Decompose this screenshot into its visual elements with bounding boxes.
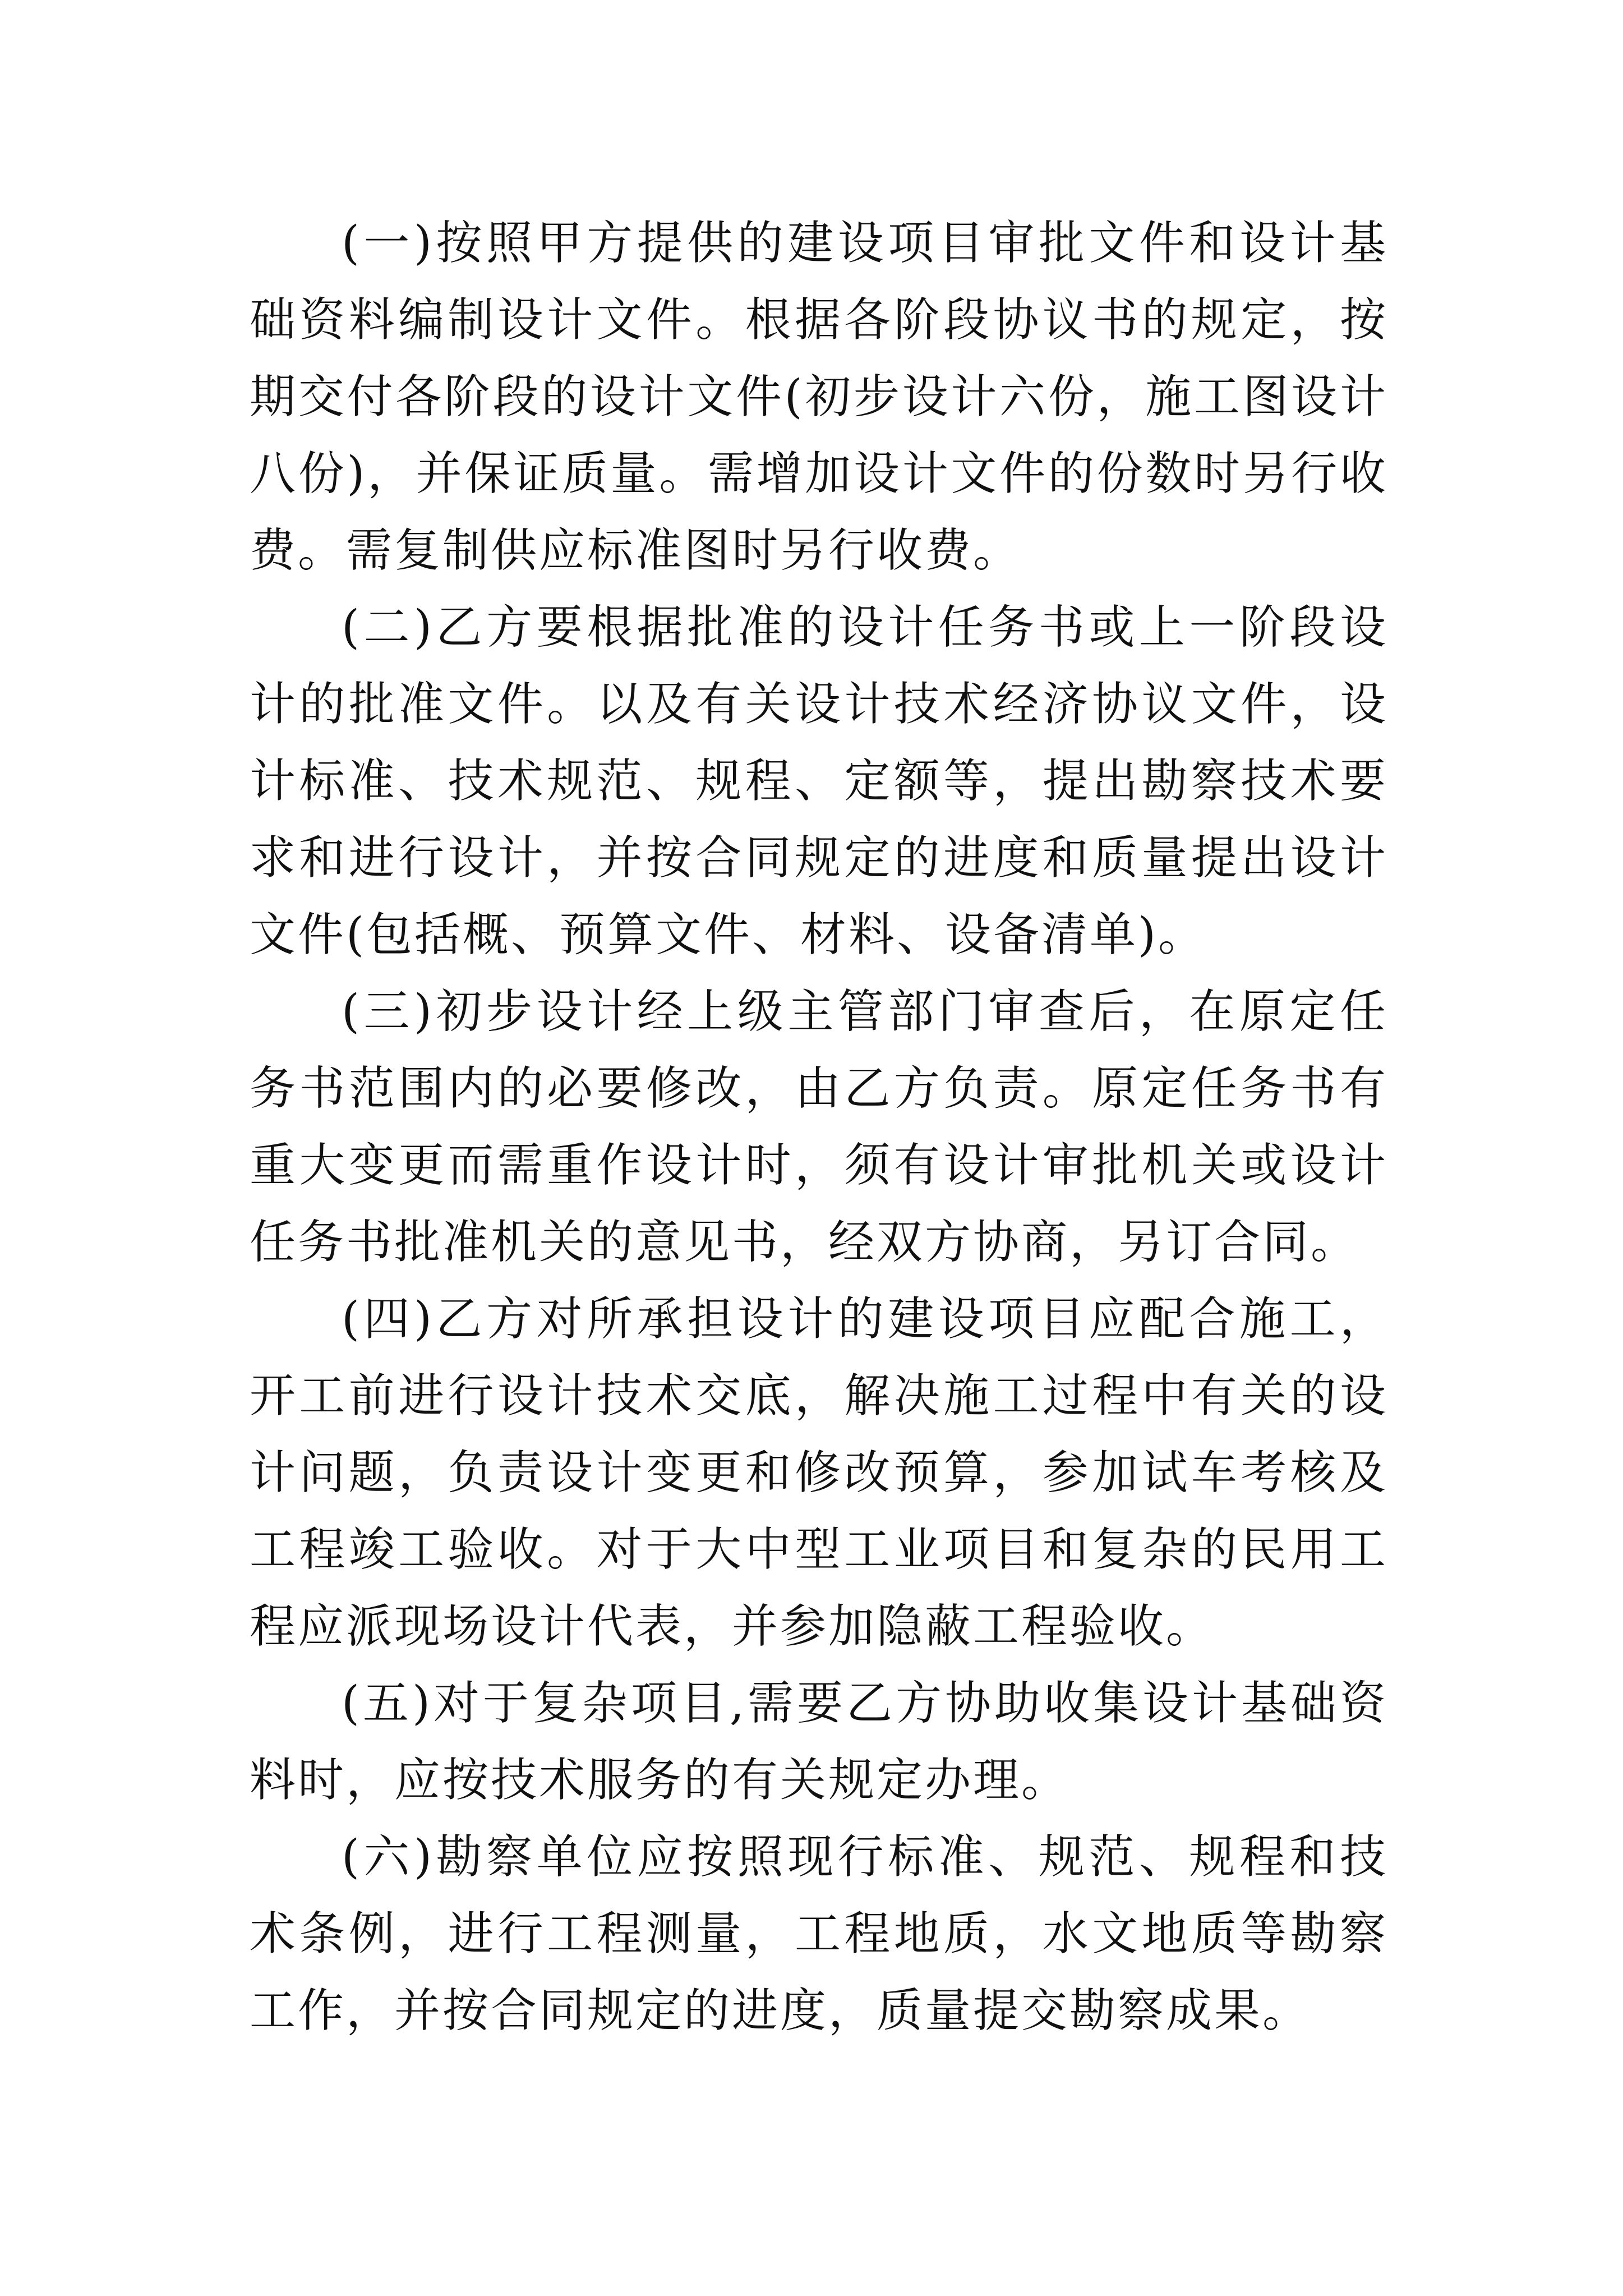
paragraph-4: (四)乙方对所承担设计的建设项目应配合施工，开工前进行设计技术交底，解决施工过程中有关的设计问题，负责设计变更和修改预算，参加试车考核及工程竣工验收。对于大中型工业项目和复杂的民用工程应派现场设计代表，并参加隐蔽工程验收。 <box>250 1292 1388 1653</box>
paragraph-3: (三)初步设计经上级主管部门审查后，在原定任务书范围内的必要修改，由乙方负责。原定任务书有重大变更而需重作设计时，须有设计审批机关或设计任务书批准机关的意见书，经双方协商，另订合同。 <box>250 985 1388 1269</box>
paragraph-1: (一)按照甲方提供的建设项目审批文件和设计基础资料编制设计文件。根据各阶段协议书的规定，按期交付各阶段的设计文件(初步设计六份，施工图设计八份)，并保证质量。需增加设计文件的份数时另行收费。需复制供应标准图时另行收费。 <box>250 217 1388 577</box>
document-body <box>250 205 1388 2049</box>
paragraph-5: (五)对于复杂项目,需要乙方协助收集设计基础资料时，应按技术服务的有关规定办理。 <box>250 1677 1388 1807</box>
paragraph-6: (六)勘察单位应按照现行标准、规范、规程和技术条例，进行工程测量，工程地质，水文地质等勘察工作，并按合同规定的进度，质量提交勘察成果。 <box>250 1830 1388 2037</box>
paragraph-2: (二)乙方要根据批准的设计任务书或上一阶段设计的批准文件。以及有关设计技术经济协议文件，设计标准、技术规范、规程、定额等，提出勘察技术要求和进行设计，并按合同规定的进度和质量提出设计文件(包括概、预算文件、材料、设备清单)。 <box>250 601 1388 961</box>
